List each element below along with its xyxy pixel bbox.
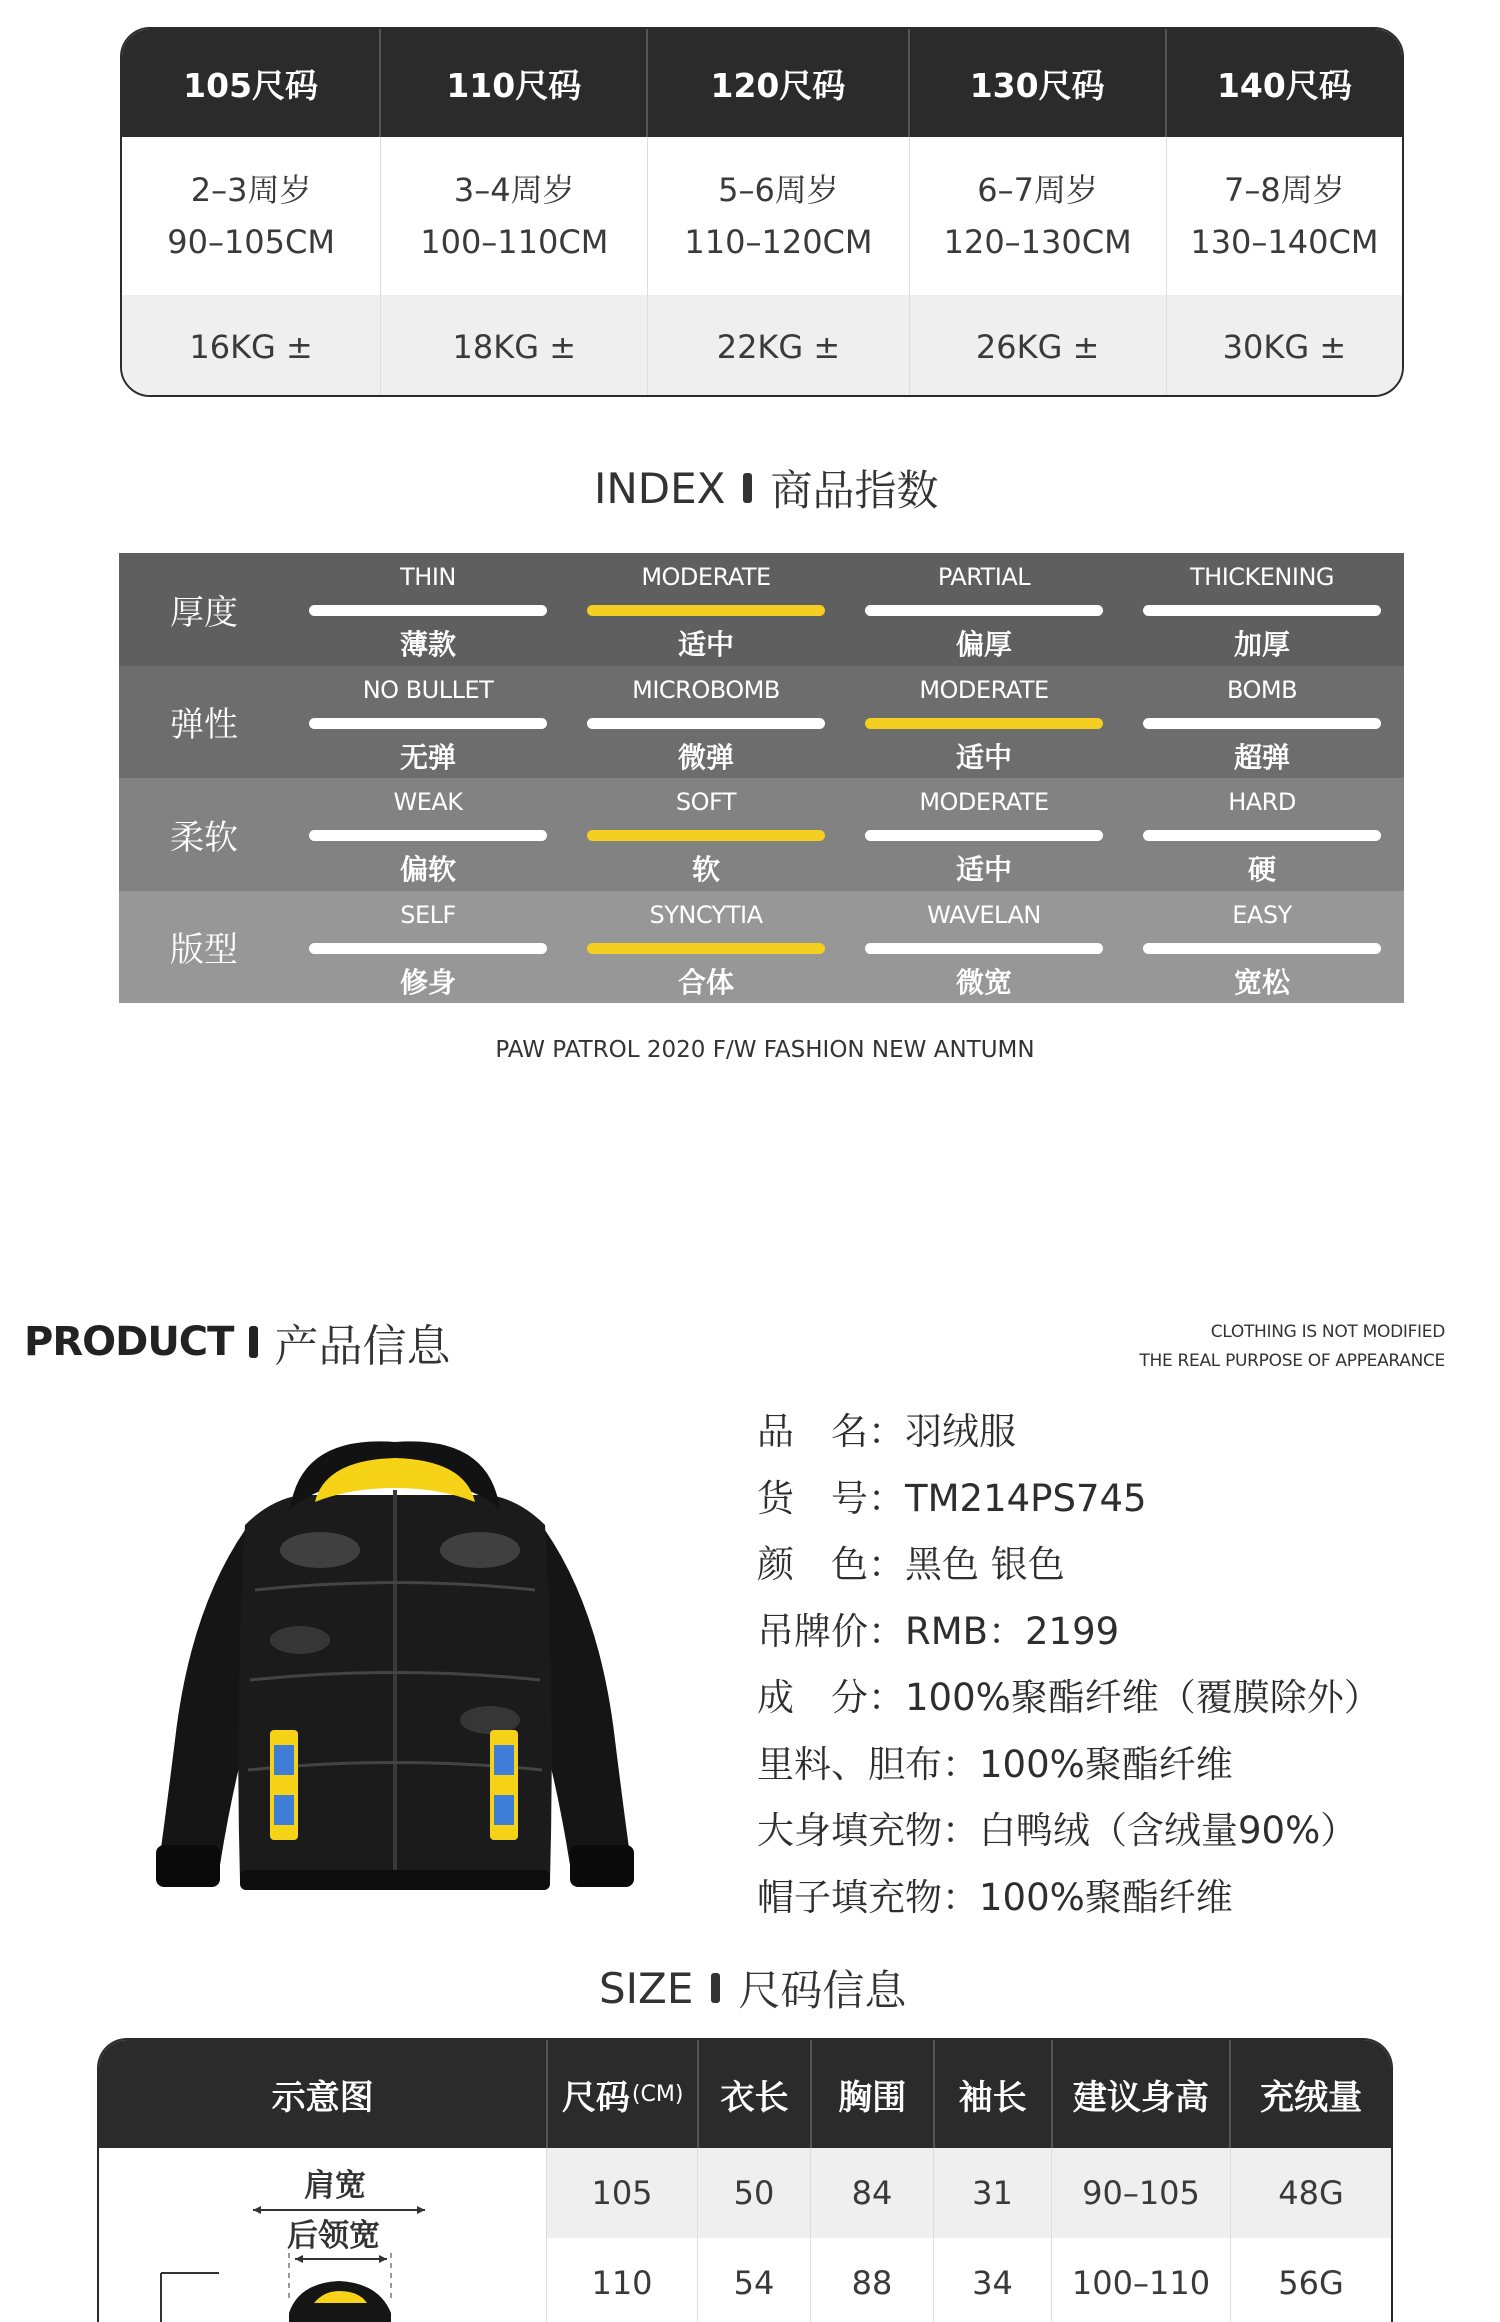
index-option-en: NO BULLET <box>362 675 494 704</box>
age-height-cell <box>1167 137 1402 295</box>
note-line: THE REAL PURPOSE OF APPEARANCE <box>1139 1351 1445 1371</box>
index-option-cn: 无弹 <box>399 740 456 774</box>
header-fill: 充绒量 <box>1260 2077 1363 2118</box>
spec-body-fill: 大身填充物：白鸭绒（含绒量90%） <box>757 1809 1358 1853</box>
size-title-cn: 尺码信息 <box>738 1966 907 2015</box>
index-option-en: SELF <box>400 900 456 929</box>
index-row-label: 版型 <box>170 930 238 971</box>
index-indicator <box>865 830 1103 841</box>
height-text: 90–105CM <box>167 223 335 261</box>
index-option-cn: 适中 <box>955 853 1012 886</box>
index-indicator <box>309 943 547 954</box>
cell-chest: 84 <box>811 2148 934 2238</box>
index-indicator <box>587 718 825 729</box>
index-option <box>289 778 567 891</box>
index-option <box>1123 666 1401 779</box>
index-option-en: BOMB <box>1226 675 1298 704</box>
size-header-110: 110尺码 <box>381 29 648 137</box>
note-line: CLOTHING IS NOT MODIFIED <box>1210 1322 1445 1342</box>
index-option-cn: 修身 <box>399 965 456 999</box>
table-row <box>547 2148 1391 2238</box>
index-row <box>119 553 1404 666</box>
index-title-cn: 商品指数 <box>770 466 939 515</box>
index-option <box>567 891 845 1004</box>
index-row-label: 弹性 <box>170 705 238 746</box>
index-option-en: WAVELAN <box>927 900 1041 929</box>
header-diagram: 示意图 <box>99 2040 548 2148</box>
index-option-en: HARD <box>1228 788 1296 816</box>
index-option-cn: 宽松 <box>1233 965 1290 999</box>
cell-size: 110 <box>547 2238 698 2322</box>
index-indicator <box>1143 605 1381 616</box>
index-option-cn: 偏厚 <box>955 628 1012 661</box>
spec-composition: 成 分：100%聚酯纤维（覆膜除外） <box>757 1676 1381 1720</box>
age-height-cell <box>381 137 648 295</box>
brand-tagline: PAW PATROL 2020 F/W FASHION NEW ANTUMN <box>495 1037 1035 1063</box>
index-option <box>289 891 567 1004</box>
header-sleeve: 袖长 <box>935 2040 1053 2148</box>
index-indicator-selected <box>587 943 825 954</box>
index-option-en: THICKENING <box>1189 563 1335 591</box>
index-option-cn: 微弹 <box>677 740 734 774</box>
index-row <box>119 891 1404 1004</box>
index-indicator <box>309 830 547 841</box>
index-option <box>567 666 845 779</box>
index-section-title <box>594 458 938 518</box>
index-indicator <box>1143 943 1381 954</box>
size-detail-body <box>99 2148 1391 2322</box>
header-chest: 胸围 <box>812 2040 935 2148</box>
index-option-en: PARTIAL <box>937 563 1031 591</box>
measurement-diagram <box>99 2148 547 2322</box>
index-option <box>1123 891 1401 1004</box>
age-text: 5–6周岁 <box>718 171 839 209</box>
height-text: 130–140CM <box>1190 223 1379 261</box>
index-option-cn: 软 <box>691 853 720 886</box>
index-option <box>1123 778 1401 891</box>
size-header-140: 140尺码 <box>1216 65 1352 105</box>
header-length: 衣长 <box>699 2040 812 2148</box>
size-section-title <box>599 1958 906 2018</box>
spec-color: 颜 色：黑色 银色 <box>757 1543 1065 1587</box>
index-option-en: SYNCYTIA <box>649 900 763 929</box>
size-header-130: 130尺码 <box>910 29 1167 137</box>
header-height: 建议身高 <box>1053 2040 1232 2148</box>
age-height-cell <box>122 137 381 295</box>
cell-chest: 88 <box>811 2238 934 2322</box>
product-specs <box>757 1395 1477 1927</box>
index-option-cn: 硬 <box>1247 853 1276 886</box>
weight-cell: 22KG ± <box>648 295 909 397</box>
index-option-cn: 适中 <box>955 740 1012 774</box>
index-option-cn: 加厚 <box>1233 628 1290 661</box>
age-text: 3–4周岁 <box>453 171 575 209</box>
product-title-cn: 产品信息 <box>274 1321 451 1372</box>
cell-fill: 56G <box>1278 2264 1344 2302</box>
index-option <box>567 778 845 891</box>
index-option-cn: 薄款 <box>399 628 456 661</box>
product-title-en: PRODUCT <box>24 1319 234 1365</box>
index-option-cn: 超弹 <box>1233 740 1290 774</box>
age-text: 6–7周岁 <box>977 171 1099 209</box>
title-divider <box>249 1326 258 1358</box>
index-option-en: MODERATE <box>919 675 1049 704</box>
index-option-en: MODERATE <box>641 563 771 591</box>
diagram-label-neck: 后领宽 <box>287 2218 380 2254</box>
cell-sleeve: 34 <box>934 2238 1052 2322</box>
age-text: 2–3周岁 <box>190 171 312 209</box>
index-indicator <box>1143 718 1381 729</box>
index-option-cn: 合体 <box>677 965 734 999</box>
size-detail-table <box>97 2038 1393 2322</box>
size-range-age-row <box>122 137 1402 295</box>
diagram-label-shoulder: 肩宽 <box>304 2168 366 2204</box>
cell-size: 105 <box>547 2148 698 2238</box>
index-row <box>119 666 1404 779</box>
spec-lining: 里料、胆布：100%聚酯纤维 <box>757 1742 1233 1786</box>
size-detail-rows <box>547 2148 1391 2322</box>
size-header-105: 105尺码 <box>122 29 381 137</box>
age-height-cell <box>910 137 1167 295</box>
cell-sleeve: 31 <box>934 2148 1052 2238</box>
index-indicator <box>1143 830 1381 841</box>
weight-cell: 26KG ± <box>910 295 1167 397</box>
weight-cell: 18KG ± <box>381 295 648 397</box>
cell-length: 54 <box>698 2238 811 2322</box>
age-text: 7–8周岁 <box>1224 171 1345 209</box>
index-indicator <box>309 718 547 729</box>
index-indicator-selected <box>587 830 825 841</box>
size-title-en: SIZE <box>599 1963 694 2013</box>
size-header-120: 120尺码 <box>648 29 909 137</box>
cell-fill: 48G <box>1278 2174 1344 2212</box>
index-option-en: THIN <box>400 563 456 591</box>
index-option <box>845 891 1123 1004</box>
jacket-outline-icon <box>159 2243 519 2322</box>
index-row <box>119 778 1404 891</box>
appearance-note <box>1139 1318 1445 1376</box>
index-option-en: SOFT <box>675 788 737 816</box>
index-option-en: WEAK <box>393 788 463 816</box>
age-height-cell <box>648 137 909 295</box>
header-size <box>548 2040 699 2148</box>
header-size-unit: (CM) <box>631 2081 684 2107</box>
index-option <box>845 778 1123 891</box>
index-indicator-selected <box>865 718 1103 729</box>
index-indicator <box>865 943 1103 954</box>
spec-price: 吊牌价：RMB：2199 <box>757 1609 1120 1653</box>
size-range-header-row <box>122 29 1402 137</box>
index-option-cn: 适中 <box>677 628 734 661</box>
weight-cell: 16KG ± <box>122 295 381 397</box>
index-option-en: MODERATE <box>919 788 1049 816</box>
index-option <box>1123 553 1401 666</box>
index-title-en: INDEX <box>594 463 726 513</box>
cell-height: 90–105 <box>1052 2148 1231 2238</box>
size-range-table <box>120 27 1404 397</box>
cell-height: 100–110 <box>1052 2238 1231 2322</box>
size-detail-header-row <box>99 2040 1391 2148</box>
index-option <box>845 666 1123 779</box>
index-option <box>845 553 1123 666</box>
index-indicator <box>309 605 547 616</box>
product-index-table <box>119 553 1404 1003</box>
cell-length: 50 <box>698 2148 811 2238</box>
jacket-image <box>150 1440 640 1910</box>
index-option <box>567 553 845 666</box>
table-row <box>547 2238 1391 2322</box>
index-option <box>289 666 567 779</box>
height-text: 120–130CM <box>943 223 1132 261</box>
size-range-weight-row <box>122 295 1402 397</box>
spec-hood-fill: 帽子填充物：100%聚酯纤维 <box>757 1875 1233 1919</box>
header-size-label: 尺码 <box>561 2077 630 2118</box>
index-option-en: MICROBOMB <box>632 675 780 704</box>
index-indicator <box>865 605 1103 616</box>
index-row-label: 柔软 <box>170 817 238 858</box>
weight-cell: 30KG ± <box>1222 328 1347 366</box>
index-option-en: EASY <box>1232 900 1292 929</box>
title-divider <box>743 473 752 503</box>
index-option-cn: 偏软 <box>399 853 456 886</box>
spec-name: 品 名：羽绒服 <box>757 1410 1016 1454</box>
index-option <box>289 553 567 666</box>
index-indicator-selected <box>587 605 825 616</box>
index-option-cn: 微宽 <box>955 965 1012 999</box>
height-text: 100–110CM <box>420 223 609 261</box>
title-divider <box>711 1973 720 2003</box>
height-text: 110–120CM <box>684 223 873 261</box>
product-section-title <box>24 1310 450 1374</box>
index-row-label: 厚度 <box>170 592 238 633</box>
spec-item-number: 货 号：TM214PS745 <box>757 1476 1147 1520</box>
